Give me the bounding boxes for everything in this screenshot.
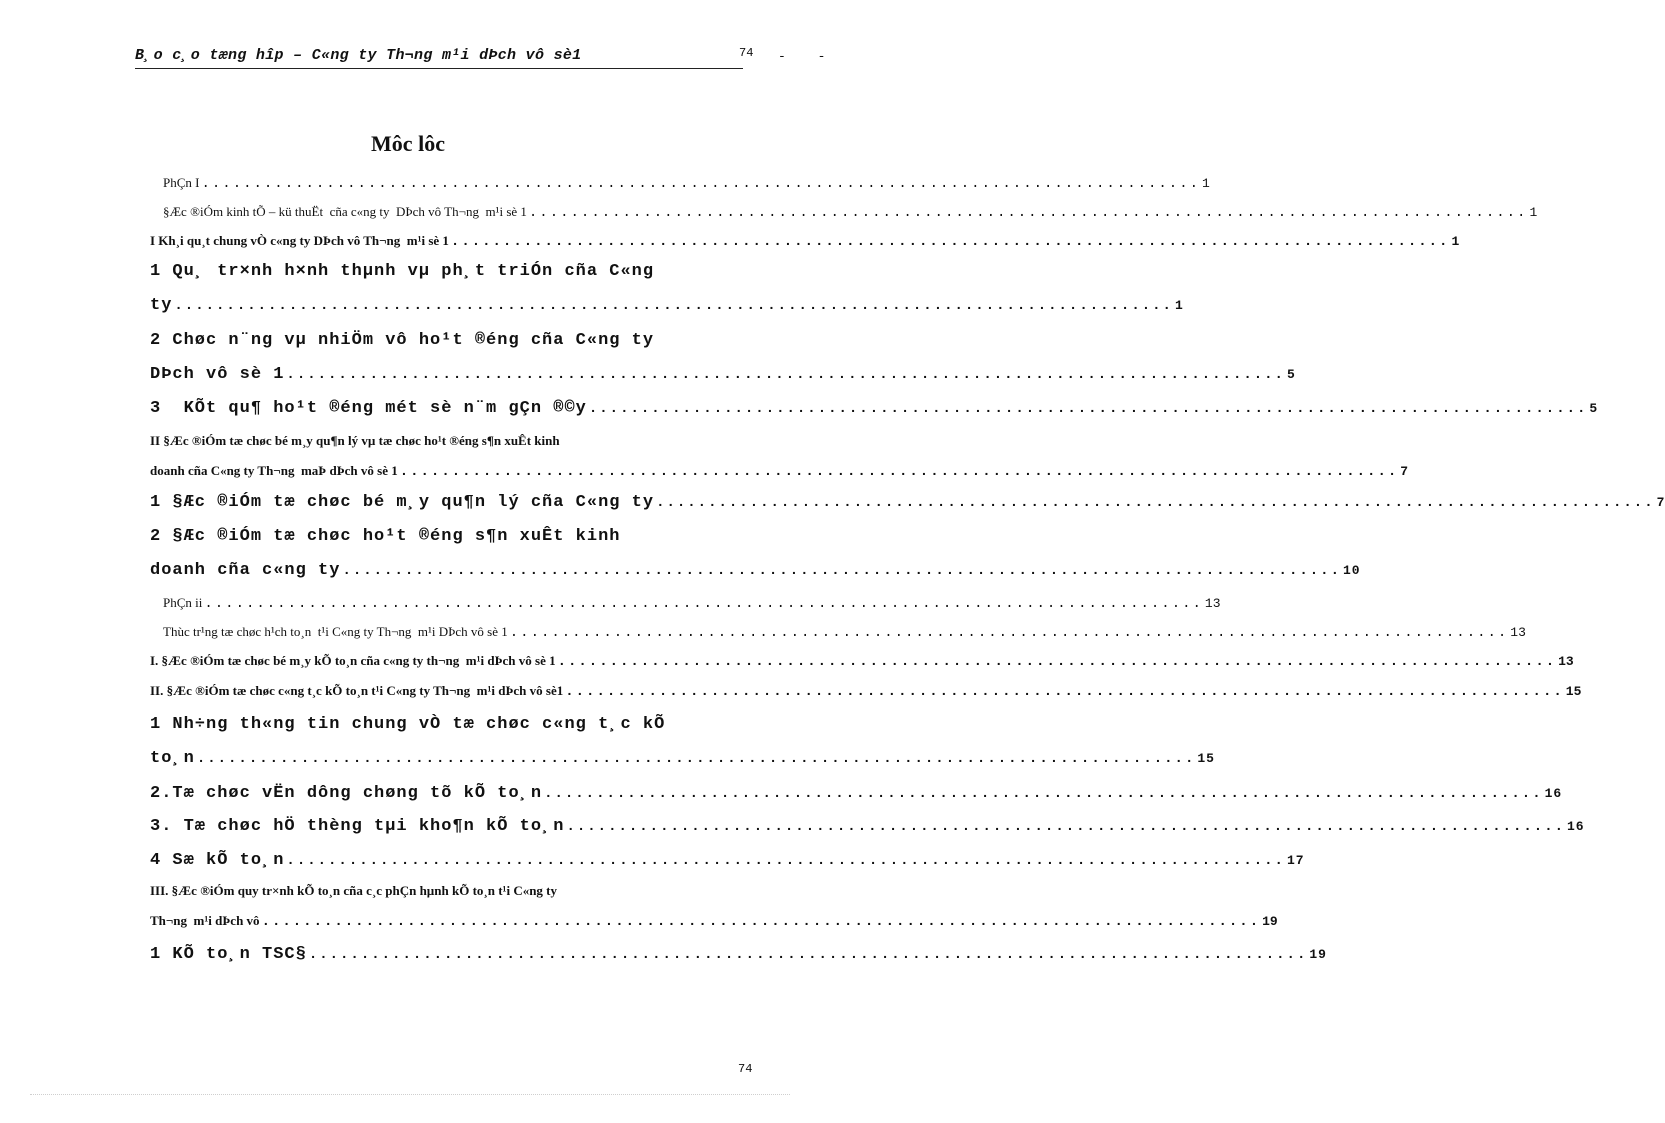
toc-entry-text[interactable]: II §Æc ®iÓm tæ chøc bé m¸y qu¶n lý vµ tæ chøc ho¹t ®éng s¶n xuÊt kinh xyxy=(150,433,560,448)
toc-leader: ................................................................................................ xyxy=(544,786,1543,802)
toc-entry-text: 3. Tæ chøc hÖ thèng tµi kho¶n kÕ to¸n xyxy=(150,817,565,836)
toc-leader: ................................................................................................ xyxy=(196,751,1196,767)
toc-entry-text[interactable]: 1 Qu¸ tr×nh h×nh thµnh vµ ph¸t triÓn cña C«ng xyxy=(150,262,655,281)
toc-entry[interactable] xyxy=(150,399,1599,418)
toc-leader: ................................................................................................ xyxy=(308,947,1308,963)
toc-entry-text: PhÇn ii xyxy=(163,595,203,610)
toc-entry-page: 19 xyxy=(1309,947,1327,962)
toc-entry-page: 5 xyxy=(1589,401,1599,416)
toc-entry-page: 7 xyxy=(1400,464,1409,479)
toc-leader: ................................................................................................ xyxy=(204,596,1203,612)
toc-entry-text: Thùc tr¹ng tæ chøc h¹ch to¸n t¹i C«ng ty Th¬ng m¹i DÞch vô sè 1 xyxy=(163,624,508,639)
toc-entry-page: 1 xyxy=(1174,298,1184,313)
toc-leader: ................................................................................................ xyxy=(656,495,1655,511)
toc-entry-page: 16 xyxy=(1544,786,1563,801)
toc-leader: ................................................................................................ xyxy=(450,234,1450,250)
toc-entry-page: 19 xyxy=(1262,914,1278,929)
toc-entry-text: Th¬ng m¹i dÞch vô xyxy=(150,913,260,928)
toc-entry-page: 7 xyxy=(1656,495,1665,510)
toc-entry[interactable] xyxy=(163,624,1526,641)
toc-entry-page: 10 xyxy=(1342,563,1361,578)
toc-entry[interactable] xyxy=(150,463,1409,480)
toc-entry-text: to¸n xyxy=(150,749,195,768)
toc-entry-page: 13 xyxy=(1558,654,1574,669)
toc-entry[interactable] xyxy=(163,175,1210,192)
toc-entry-text: 1 §Æc ®iÓm tæ chøc bé m¸y qu¶n lý cña C«ng ty xyxy=(150,493,655,512)
toc-entry-text[interactable]: 2 Chøc n¨ng vµ nhiÖm vô ho¹t ®éng cña C«ng ty xyxy=(150,331,655,350)
toc-leader: ................................................................................................ xyxy=(557,654,1557,670)
toc-entry-text: §Æc ®iÓm kinh tÕ – kü thuËt cña c«ng ty DÞch vô Th¬ng m¹i sè 1 xyxy=(163,204,527,219)
toc-leader: ................................................................................................ xyxy=(286,853,1285,869)
toc-entry-text: II. §Æc ®iÓm tæ chøc c«ng t¸c kÕ to¸n t¹i C«ng ty Th¬ng m¹i dÞch vô sè1 xyxy=(150,683,564,698)
toc-entry[interactable] xyxy=(150,653,1574,670)
toc-entry-text: I Kh¸i qu¸t chung vÒ c«ng ty DÞch vô Th¬ng m¹i sè 1 xyxy=(150,233,449,248)
running-header-title: B¸o c¸o tæng hîp – C«ng ty Th¬ng m¹i dÞch vô sè1 xyxy=(135,47,582,64)
toc-entry[interactable] xyxy=(150,749,1215,768)
toc-entry-text: doanh cña C«ng ty Th¬ng maÞ dÞch vô sè 1 xyxy=(150,463,398,478)
toc-entry-text: 3 KÕt qu¶ ho¹t ®éng mét sè n¨m gÇn ®©y xyxy=(150,399,587,418)
toc-leader: ................................................................................................ xyxy=(201,176,1201,192)
toc-entry[interactable] xyxy=(163,204,1538,221)
toc-entry-text[interactable]: 1 Nh÷ng th«ng tin chung vÒ tæ chøc c«ng t¸c kÕ xyxy=(150,715,666,734)
toc-leader: ................................................................................................ xyxy=(399,464,1399,480)
toc-entry-page: 15 xyxy=(1197,751,1215,766)
toc-entry-page: 17 xyxy=(1286,853,1305,868)
toc-entry[interactable] xyxy=(150,561,1361,580)
footer-dotted-rule xyxy=(30,1094,790,1095)
toc-entry-page: 1 xyxy=(1529,205,1538,220)
toc-entry[interactable] xyxy=(150,683,1582,700)
toc-entry[interactable] xyxy=(150,817,1585,836)
toc-entry-page: 13 xyxy=(1510,625,1526,640)
toc-entry-text: 2.Tæ chøc vËn dông chøng tõ kÕ to¸n xyxy=(150,784,543,803)
toc-leader: ................................................................................................ xyxy=(174,298,1173,314)
footer-page-number: 74 xyxy=(738,1062,753,1076)
toc-entry[interactable] xyxy=(150,945,1327,964)
toc-entry[interactable] xyxy=(150,913,1278,930)
toc-leader: ................................................................................................ xyxy=(566,819,1565,835)
toc-entry-text: PhÇn I xyxy=(163,175,200,190)
header-page-number: 74 xyxy=(739,46,754,60)
toc-entry-page: 16 xyxy=(1567,819,1585,834)
toc-entry-page: 13 xyxy=(1204,596,1221,611)
toc-entry[interactable] xyxy=(150,233,1460,250)
toc-leader: ................................................................................................ xyxy=(261,914,1261,930)
toc-entry-text: doanh cña c«ng ty xyxy=(150,561,341,580)
toc-entry-text: DÞch vô sè 1 xyxy=(150,365,285,384)
toc-title: Môc lôc xyxy=(371,131,445,156)
toc-entry-text: 1 KÕ to¸n TSC§ xyxy=(150,945,307,964)
toc-entry[interactable] xyxy=(150,784,1563,803)
toc-leader: ................................................................................................ xyxy=(286,367,1285,383)
toc-leader: ................................................................................................ xyxy=(588,401,1588,417)
toc-entry[interactable] xyxy=(150,493,1665,512)
toc-leader: ................................................................................................ xyxy=(509,625,1509,641)
toc-entry[interactable] xyxy=(163,595,1221,612)
toc-leader: ................................................................................................ xyxy=(565,684,1564,700)
toc-entry-text[interactable]: III. §Æc ®iÓm quy tr×nh kÕ to¸n cña c¸c phÇn hµnh kÕ to¸n t¹i C«ng ty xyxy=(150,883,558,898)
toc-entry-text: I. §Æc ®iÓm tæ chøc bé m¸y kÕ to¸n cña c«ng ty th¬ng m¹i dÞch vô sè 1 xyxy=(150,653,556,668)
toc-entry-page: 5 xyxy=(1286,367,1296,382)
toc-leader: ................................................................................................ xyxy=(528,205,1528,221)
toc-leader: ................................................................................................ xyxy=(342,563,1341,579)
header-dashes: - - xyxy=(778,49,838,64)
toc-entry[interactable] xyxy=(150,296,1184,315)
toc-entry-page: 1 xyxy=(1451,234,1460,249)
toc-entry[interactable] xyxy=(150,851,1305,870)
toc-entry-text[interactable]: 2 §Æc ®iÓm tæ chøc ho¹t ®éng s¶n xuÊt kinh xyxy=(150,527,621,546)
toc-entry[interactable] xyxy=(150,365,1296,384)
toc-entry-page: 15 xyxy=(1565,684,1582,699)
toc-entry-text: ty xyxy=(150,296,173,315)
toc-entry-page: 1 xyxy=(1202,176,1210,191)
toc-entry-text: 4 Sæ kÕ to¸n xyxy=(150,851,285,870)
